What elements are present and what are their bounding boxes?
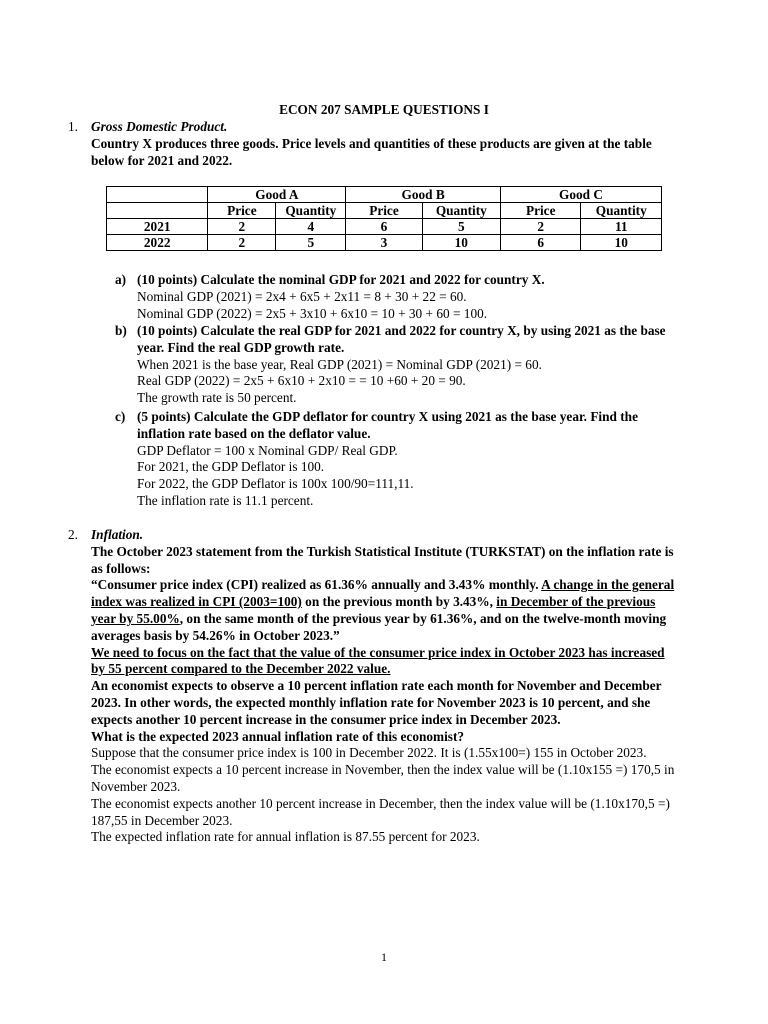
table-cell: 10 xyxy=(422,235,500,251)
subquestion-a-label: a) xyxy=(115,272,127,287)
answer-line: Nominal GDP (2022) = 2x5 + 3x10 + 6x10 = 10 + 30 + 60 = 100. xyxy=(137,305,488,321)
question-1-number: 1. xyxy=(68,119,78,134)
table-cell: 3 xyxy=(346,235,422,251)
table-cell: 5 xyxy=(422,219,500,235)
turkstat-quote xyxy=(91,577,680,644)
table-cell: 4 xyxy=(276,219,346,235)
table-header-good-a: Good A xyxy=(208,187,346,203)
subquestion-b xyxy=(115,323,685,407)
table-header-good-c: Good C xyxy=(501,187,662,203)
table-subheader: Quantity xyxy=(581,203,662,219)
answer-line: Real GDP (2022) = 2x5 + 6x10 + 2x10 = = 10 +60 + 20 = 90. xyxy=(137,373,466,389)
table-subheader: Price xyxy=(346,203,422,219)
table-cell: 2 xyxy=(208,219,276,235)
question-2-prompt: What is the expected 2023 annual inflation rate of this economist? xyxy=(91,728,465,744)
answer-line: The economist expects a 10 percent increase in November, then the index value will be (1.10x155 =) 170,5 in November 2023. xyxy=(91,762,675,794)
subquestion-c xyxy=(115,409,685,510)
answer-line: When 2021 is the base year, Real GDP (2021) = Nominal GDP (2021) = 60. xyxy=(137,356,542,372)
quote-text: “Consumer price index (CPI) realized as 61.36% annually and 3.43% monthly. xyxy=(91,577,542,593)
quote-text: on the previous month by 3.43%, xyxy=(301,594,497,610)
table-year-cell: 2021 xyxy=(107,219,208,235)
table-header-row xyxy=(107,187,662,203)
question-1 xyxy=(68,119,680,169)
question-2-number: 2. xyxy=(68,527,78,542)
subquestion-a-text: (10 points) Calculate the nominal GDP for 2021 and 2022 for country X. xyxy=(137,272,545,287)
answer-line: The growth rate is 50 percent. xyxy=(137,390,297,406)
table-subheader: Price xyxy=(501,203,581,219)
economist-expectation: An economist expects to observe a 10 percent inflation rate each month for November and December 2023. In other words, the expected monthly inflation rate for November 2023 is 10 percent, and she expects another 10 percent increase in the consumer price index in December 2023. xyxy=(91,678,662,727)
table-row xyxy=(107,219,662,235)
question-2 xyxy=(68,527,680,846)
quote-text: , on the same month of the previous year by 61.36%, and on the twelve-month moving averages basis by 54.26% in October 2023.” xyxy=(91,610,667,643)
table-cell: 2 xyxy=(208,235,276,251)
table-row xyxy=(107,235,662,251)
answer-line: For 2022, the GDP Deflator is 100x 100/90=111,11. xyxy=(137,476,414,492)
answer-line: GDP Deflator = 100 x Nominal GDP/ Real GDP. xyxy=(137,442,398,458)
quote-underlined-text: A change in the general index was realized in CPI (2003=100) xyxy=(91,577,675,610)
answer-line: For 2021, the GDP Deflator is 100. xyxy=(137,459,325,475)
answer-line: Suppose that the consumer price index is 100 in December 2022. It is (1.55x100=) 155 in October 2023. xyxy=(91,745,647,761)
subquestion-c-text: (5 points) Calculate the GDP deflator for country X using 2021 as the base year. Find the inflation rate based on the deflator value. xyxy=(137,409,638,441)
question-1-intro: Country X produces three goods. Price levels and quantities of these products are given at the table below for 2021 and 2022. xyxy=(91,135,652,168)
table-year-cell: 2022 xyxy=(107,235,208,251)
table-subheader-row xyxy=(107,203,662,219)
table-cell: 6 xyxy=(346,219,422,235)
table-cell: 10 xyxy=(581,235,662,251)
table-subheader: Quantity xyxy=(276,203,346,219)
subquestion-b-text: (10 points) Calculate the real GDP for 2021 and 2022 for country X, by using 2021 as the base year. Find the real GDP growth rate. xyxy=(137,323,666,355)
quote-underlined-text: in December of the previous year by 55.00% xyxy=(91,594,656,626)
answer-line: Nominal GDP (2021) = 2x4 + 6x5 + 2x11 = 8 + 30 + 22 = 60. xyxy=(137,288,467,304)
table-cell: 11 xyxy=(581,219,662,235)
table-subheader: Price xyxy=(208,203,276,219)
table-cell xyxy=(107,203,208,219)
subquestion-a xyxy=(115,272,685,322)
question-2-heading: Inflation. xyxy=(91,527,144,542)
answer-line: The expected inflation rate for annual inflation is 87.55 percent for 2023. xyxy=(91,829,480,845)
table-cell: 6 xyxy=(501,235,581,251)
question-2-intro: The October 2023 statement from the Turkish Statistical Institute (TURKSTAT) on the inflation rate is as follows: xyxy=(91,543,674,576)
answer-line: The inflation rate is 11.1 percent. xyxy=(137,492,314,508)
table-subheader: Quantity xyxy=(422,203,500,219)
table-cell: 5 xyxy=(276,235,346,251)
table-cell: 2 xyxy=(501,219,581,235)
answer-line: The economist expects another 10 percent increase in December, then the index value will be (1.10x170,5 =) 187,55 in December 2023. xyxy=(91,795,670,828)
focus-statement: We need to focus on the fact that the value of the consumer price index in October 2023 has increased by 55 percent compared to the December 2022 value. xyxy=(91,644,665,677)
table-header-good-b: Good B xyxy=(346,187,501,203)
document-title: ECON 207 SAMPLE QUESTIONS I xyxy=(279,102,489,117)
subquestion-c-label: c) xyxy=(115,409,126,424)
subquestion-b-label: b) xyxy=(115,323,127,338)
question-1-heading: Gross Domestic Product. xyxy=(91,119,228,134)
page-number: 1 xyxy=(381,950,387,964)
table-corner-cell xyxy=(107,187,208,203)
price-quantity-table xyxy=(106,186,662,251)
